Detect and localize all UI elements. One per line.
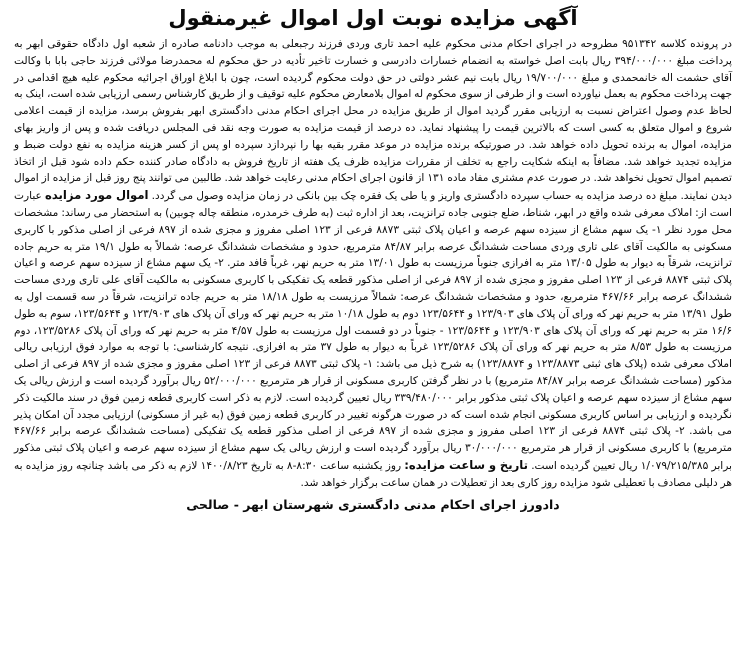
property-description: عبارت است از: املاک معرفی شده واقع در ابهر، شناط، ضلع جنوبی جاده ترانزیت، بعد از اداره ثبت (به طرف خرمدره، منطقه چاله چوبین) به استحضار می رساند: مشخصات محل مورد نظر ۱- یک سهم مشاع از سیزده سهم عرصه و اعیان پلاک ثبتی ۸۸۷۳ فرعی از ۱۲۳ اصلی مفروز و مجزی شده از ۸۹۷ فرعی از اصلی مذکور با کاربری مسکونی به مالکیت آقای علی تاری وردی مساحت ششدانگ عرصه برابر ۸۴/۸۷ مترمربع، حدود و مشخصات ششدانگ عرصه: شمالاً به طول ۱۹/۱ متر به حریم جاده ترانزیت، شرقاً به دیوار به طول ۱۳/۰۵ متر به افرازی جنوباً مرزیست به طول ۱۳/۰۱ متر به حریم نهر، غرباً قافد متر. ۲- یک سهم مشاع از سیزده سهم عرصه و اعیان پلاک ثبتی ۸۸۷۴ فرعی از ۱۲۳ اصلی مفروز و مجزی شده از ۸۹۷ فرعی از اصلی مذکور قطعه یک تفکیکی با کاربری مسکونی به مالکیت آقای علی تاری وردی مساحت ششدانگ عرصه برابر ۴۶۷/۶۶ مترمربع، حدود و مشخصات ششدانگ عرصه: شمالاً مرزیست به طول ۱۸/۱۸ متر به حریم جاده ترانزیت، شرقاً در سه قسمت اول به طول ۱۳/۹۱ متر به حریم نهر که ورای آن پلاک های ۱۲۳/۹۰۳ و ۱۲۳/۵۶۴۴ دوم به طول ۱۰/۱۸ متر به حریم نهر که ورای آن پلاک های ۱۲۳/۹۰۳ و ۱۲۳/۵۶۴۴، سوم به طول ۱۶/۶ متر به حریم نهر که ورای آن پلاک های ۱۲۳/۹۰۳ و ۱۲۳/۵۶۴۴ - جنوباً در دو قسمت اول مرزیست به طول ۴/۵۷ متر به حریم نهر که ورای آن پلاک ۱۲۳/۵۲۸۶، دوم مرزیست به طول ۸/۵۳ متر به حریم نهر که ورای آن پلاک ۱۲۳/۵۲۸۶ غرباً به دیوار به طول ۳۷ متر به افرازی. نتیجه کارشناسی: با توجه به موارد فوق ارزیابی ریالی املاک معرفی شده (پلاک های ثبتی ۱۲۳/۸۸۷۳ و ۱۲۳/۸۸۷۴) به شرح ذیل می باشد: ۱- پلاک ثبتی ۸۸۷۳ فرعی از ۱۲۳ اصلی مفروز و مجزی شده از ۸۹۷ فرعی از اصلی مذکور (مساحت ششدانگ عرصه برابر ۸۴/۸۷ مترمربع) با در نظر گرفتن کاربری مسکونی از قرار هر مترمربع ۵۲/۰۰۰/۰۰۰ ریال برآورد گردیده است و ارزش ریالی یک سهم مشاع از سیزده سهم عرصه و اعیان پلاک ثبتی مذکور برابر ۳۳۹/۴۸۰/۰۰۰ ریال تعیین گردیده است. لازم به ذکر است کاربری قطعه زمین فوق در سند مالکیت ذکر نگردیده و ارزیابی بر اساس کاربری مسکونی انجام شده است که در صورت هرگونه تغییر در کاربری قطعه زمین فوق (به غیر از مسکونی) ارزیابی مجدد آن امکان پذیر می باشد. ۲- پلاک ثبتی ۸۸۷۴ فرعی از ۱۲۳ اصلی مفروز و مجزی شده از ۸۹۷ فرعی از اصلی مذکور قطعه یک تفکیکی (مساحت ششدانگ عرصه برابر ۴۶۷/۶۶ مترمربع) با کاربری مسکونی از قرار هر مترمربع ۳۰/۰۰۰/۰۰۰ ریال برآورد گردیده است و ارزش ریالی یک سهم مشاع از سیزده سهم عرصه و اعیان پلاک ثبتی مذکور برابر ۱/۰۷۹/۲۱۵/۳۸۵ ریال تعیین گردیده است. <box>14 190 733 472</box>
auction-date-heading: تاریخ و ساعت مزایده: <box>404 457 528 472</box>
notice-intro: در پرونده کلاسه ۹۵۱۳۴۲ مطروحه در اجرای احکام مدنی محکوم علیه احمد تاری وردی فرزند رجبعلی به موجب دادنامه صادره از شعبه اول دادگاه حقوقی ابهر به پرداخت مبلغ ۳۹۴/۰۰۰/۰۰۰ ریال بابت اصل خواسته به انضمام خسارات دادرسی و خسارت تاخیر تأدیه در حق محکوم له محمدرضا مولائی فرزند حاجی بابا با وکالت آقای حشمت اله خانمحمدی و مبلغ ۱۹/۷۰۰/۰۰۰ ریال بابت نیم عشر دولتی در حق دولت محکوم گردیده است، چون با ابلاغ اوراق اجرائیه محکوم علیه هیچ اقدامی در جهت پرداخت محکوم به بعمل نیاورده است و از طرفی از سوی محکوم له اموال بلامعارض محکوم علیه توقیف و از طریق کارشناس رسمی ارزیابی شده است، اینک به لحاظ عدم وصول اعتراض نسبت به ارزیابی مقرر گردید اموال از طریق مزایده در محل اجرای احکام مدنی دادگستری ابهر بفروش برسد، مزایده از قیمت اعلامی شروع و اموال متعلق به کسی است که بالاترین قیمت را پیشنهاد نماید. ده درصد از قیمت مزایده به صورت وجه نقد فی المجلس دریافت شده و پس از واریز بهای مزایده، اموال به برنده تحویل داده خواهد شد. در صورتیکه برنده مزایده در موعد مقرر بقیه بها را نپردازد سپرده او پس از کسر هزینه مزایده به نفع دولت ضبط و مزایده تجدید خواهد شد. مضافاً به اینکه شکایت راجع به تخلف از مقررات مزایده ظرف یک هفته از تاریخ فروش به دادگاه صادر کننده حکم داده شود قبل از اتخاذ تصمیم اموال تحویل نخواهد شد. در صورت عدم مشتری مفاد ماده ۱۳۱ از قانون اجرای احکام مدنی رعایت خواهد شد. طالبین می توانند پنج روز قبل از مزایده از اموال دیدن نمایند. مبلغ ده درصد مزایده به حساب سپرده دادگستری واریز و یا طی یک فقره چک بین بانکی در زمان مزایده وصول می گردد. <box>14 38 733 203</box>
notice-title: آگهی مزایده نوبت اول اموال غیرمنقول <box>168 6 578 30</box>
notice-body <box>14 36 732 492</box>
signature: دادورز اجرای احکام مدنی دادگستری شهرستان ابهر - صالحی <box>186 496 560 512</box>
auction-date-text: روز یکشنبه ساعت ۸:۳۰-۸ به تاریخ ۱۴۰۰/۸/۲۳ لازم به ذکر می باشد چنانچه روز مزایده به هر دلیلی مصادف با تعطیلی شود مزایده روز کاری بعد از تعطیلات در همان ساعت برگزار خواهد شد. <box>14 459 732 489</box>
property-heading: اموال مورد مزایده <box>45 188 149 203</box>
